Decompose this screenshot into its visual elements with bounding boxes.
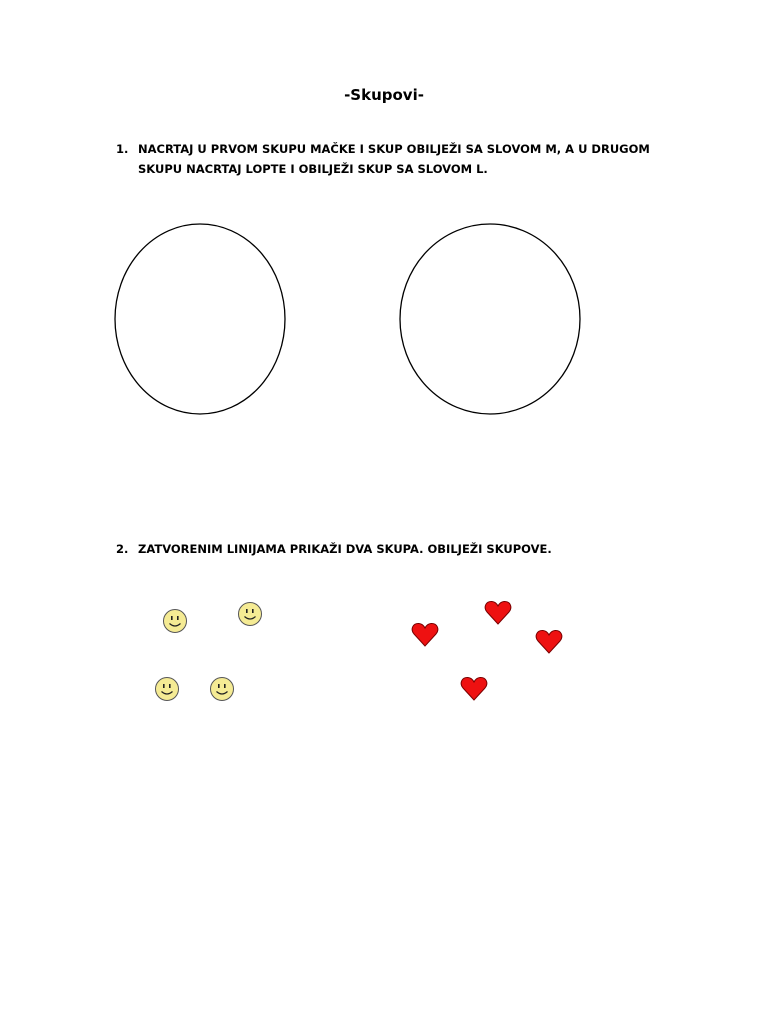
task-1-number: 1. <box>116 142 129 156</box>
smiley-face-icon <box>237 601 263 627</box>
task-1-text: NACRTAJ U PRVOM SKUPU MAČKE I SKUP OBILJEŽI SA SLOVOM M, A U DRUGOM SKUPU NACRTAJ LOPTE I OBILJEŽI SKUP SA SLOVOM L. <box>138 142 650 176</box>
heart-icon <box>484 600 512 626</box>
smiley-face-icon <box>162 608 188 634</box>
heart-icon <box>535 629 563 655</box>
smiley-face-icon <box>209 676 235 702</box>
page-title: -Skupovi- <box>344 86 424 104</box>
task-2 <box>116 539 668 559</box>
task-1 <box>116 139 668 179</box>
task-2-text: ZATVORENIM LINIJAMA PRIKAŽI DVA SKUPA. OBILJEŽI SKUPOVE. <box>138 542 552 556</box>
task-2-number: 2. <box>116 542 129 556</box>
heart-icon <box>460 676 488 702</box>
smiley-face-icon <box>154 676 180 702</box>
set-ellipse-2 <box>398 222 584 416</box>
set-ellipse-1 <box>112 222 288 416</box>
heart-icon <box>411 622 439 648</box>
